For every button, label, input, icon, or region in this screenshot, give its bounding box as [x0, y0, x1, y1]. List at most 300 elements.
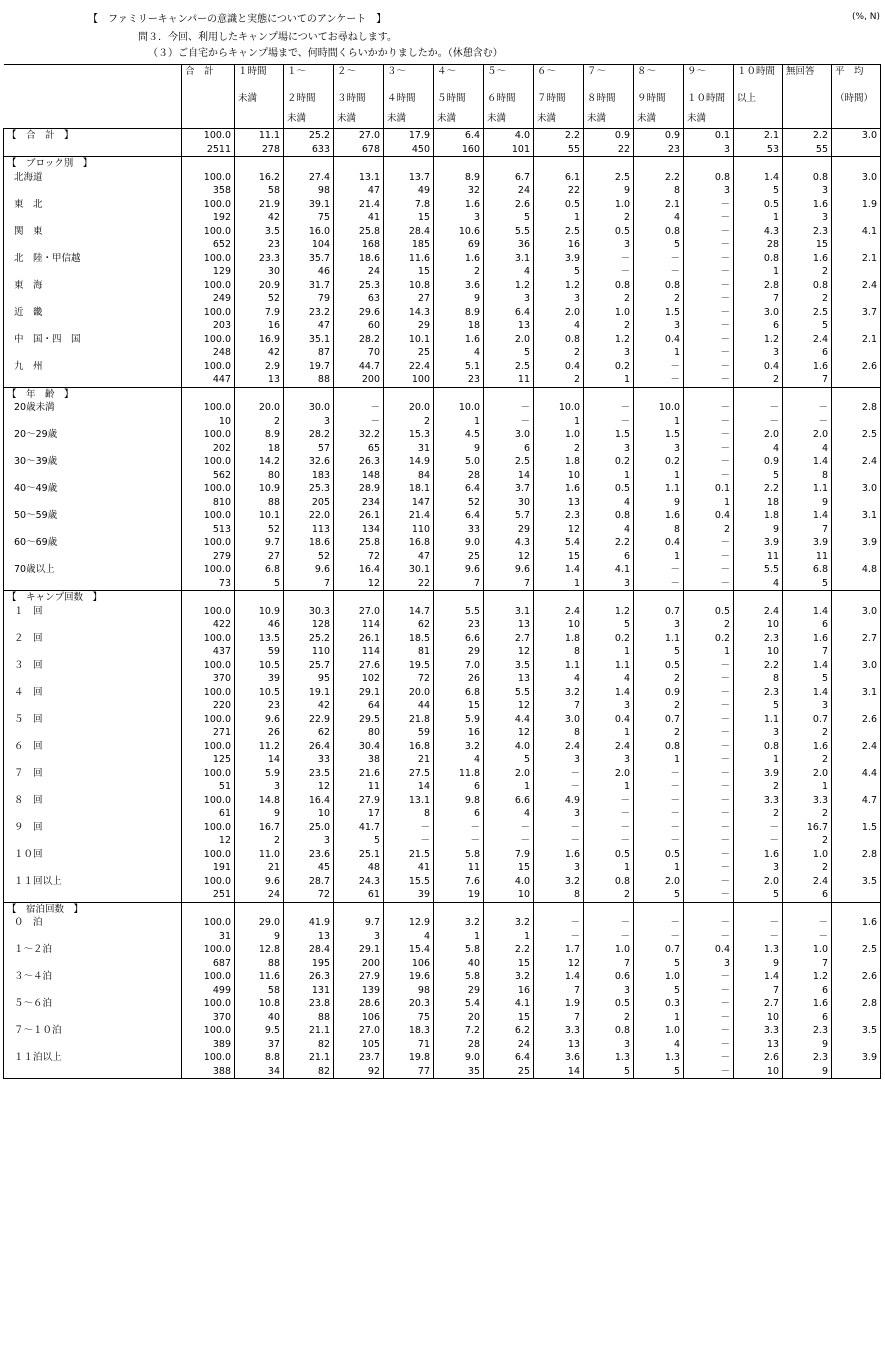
n-cell: － [584, 807, 634, 821]
column-header [235, 109, 284, 129]
pct-cell: 29.0 [235, 916, 284, 930]
pct-cell: 2.7 [734, 997, 783, 1011]
empty-cell [384, 387, 434, 401]
row-label: ４ 回 [4, 686, 182, 700]
pct-cell: 2.4 [584, 740, 634, 754]
n-cell: － [783, 415, 832, 429]
n-cell: 48 [334, 861, 384, 875]
pct-cell: 100.0 [182, 970, 235, 984]
n-cell: 4 [534, 672, 584, 686]
pct-cell: 25.3 [284, 482, 334, 496]
n-cell: 2 [783, 753, 832, 767]
table-row [4, 659, 881, 673]
n-cell: 31 [182, 930, 235, 944]
pct-cell: 3.7 [832, 306, 881, 320]
pct-cell: 15.5 [384, 875, 434, 889]
n-cell: 11 [434, 861, 484, 875]
n-cell: 2 [384, 415, 434, 429]
pct-cell: 6.4 [434, 129, 484, 143]
row-label-empty [4, 957, 182, 971]
column-header: 未満 [384, 109, 434, 129]
pct-cell: 26.3 [284, 970, 334, 984]
pct-cell: 9.0 [434, 536, 484, 550]
n-cell: 6 [783, 346, 832, 360]
n-cell: 185 [384, 238, 434, 252]
pct-cell: 27.5 [384, 767, 434, 781]
row-label-empty [4, 143, 182, 157]
n-cell: 125 [182, 753, 235, 767]
column-header [182, 109, 235, 129]
section-row [4, 902, 881, 916]
n-cell: 1 [434, 930, 484, 944]
pct-cell: 13.1 [384, 794, 434, 808]
pct-cell: 2.4 [832, 455, 881, 469]
row-label-empty [4, 496, 182, 510]
n-cell [832, 550, 881, 564]
n-cell: 687 [182, 957, 235, 971]
table-row [4, 957, 881, 971]
pct-cell: 3.9 [832, 536, 881, 550]
pct-cell: 3.0 [832, 659, 881, 673]
n-cell: 18 [434, 319, 484, 333]
column-header [832, 109, 881, 129]
pct-cell: 7.6 [434, 875, 484, 889]
empty-cell [734, 902, 783, 916]
n-cell: 2 [783, 265, 832, 279]
pct-cell: 3.5 [484, 659, 534, 673]
table-row [4, 129, 881, 143]
n-cell: 3 [634, 618, 684, 632]
n-cell [832, 469, 881, 483]
pct-cell: － [634, 916, 684, 930]
n-cell: － [684, 469, 734, 483]
pct-cell: － [684, 1051, 734, 1065]
n-cell: 1 [734, 265, 783, 279]
n-cell: 11 [334, 780, 384, 794]
pct-cell: 23.5 [284, 767, 334, 781]
table-row [4, 875, 881, 889]
n-cell: 6 [783, 618, 832, 632]
pct-cell: 27.6 [334, 659, 384, 673]
n-cell: 8 [634, 184, 684, 198]
n-cell: 22 [584, 143, 634, 157]
n-cell: － [734, 930, 783, 944]
column-header: 未満 [584, 109, 634, 129]
n-cell: － [684, 211, 734, 225]
n-cell: 11 [484, 373, 534, 387]
n-cell: － [384, 834, 434, 848]
n-cell: 2 [684, 523, 734, 537]
row-label-empty [4, 807, 182, 821]
pct-cell: 3.9 [734, 767, 783, 781]
n-cell: 9 [734, 523, 783, 537]
pct-cell: 4.3 [484, 536, 534, 550]
n-cell: 52 [284, 550, 334, 564]
pct-cell: 4.7 [832, 794, 881, 808]
n-cell: 27 [384, 292, 434, 306]
empty-cell [584, 902, 634, 916]
pct-cell: 4.0 [484, 129, 534, 143]
pct-cell: 2.4 [783, 875, 832, 889]
n-cell: 1 [584, 780, 634, 794]
pct-cell: 16.2 [235, 171, 284, 185]
row-label: １１回以上 [4, 875, 182, 889]
empty-cell [235, 902, 284, 916]
pct-cell: － [684, 198, 734, 212]
pct-cell: 2.5 [832, 943, 881, 957]
n-cell: 3 [534, 753, 584, 767]
n-cell: 16 [534, 238, 584, 252]
column-header: ６時間 [484, 87, 534, 109]
pct-cell: － [783, 401, 832, 415]
pct-cell: 2.3 [783, 1024, 832, 1038]
pct-cell: 28.2 [334, 333, 384, 347]
pct-cell: 2.2 [584, 536, 634, 550]
table-row [4, 360, 881, 374]
column-header: ２～ [334, 65, 384, 88]
n-cell: － [534, 834, 584, 848]
n-cell: 12 [484, 699, 534, 713]
row-label: 北 陸・甲信越 [4, 252, 182, 266]
pct-cell: 12.9 [384, 916, 434, 930]
n-cell [832, 753, 881, 767]
n-cell: 513 [182, 523, 235, 537]
n-cell: 3 [634, 442, 684, 456]
pct-cell: 30.4 [334, 740, 384, 754]
n-cell: 3 [684, 957, 734, 971]
n-cell: － [634, 834, 684, 848]
pct-cell: 0.5 [534, 198, 584, 212]
n-cell: 9 [783, 496, 832, 510]
n-cell: 14 [235, 753, 284, 767]
pct-cell: 6.8 [235, 563, 284, 577]
n-cell: 358 [182, 184, 235, 198]
n-cell: 29 [434, 984, 484, 998]
pct-cell: 15.3 [384, 428, 434, 442]
pct-cell: 2.0 [734, 428, 783, 442]
pct-cell: 1.4 [783, 455, 832, 469]
n-cell: 15 [484, 1011, 534, 1025]
pct-cell: 27.0 [334, 1024, 384, 1038]
row-label: ７ 回 [4, 767, 182, 781]
pct-cell: 1.8 [534, 632, 584, 646]
pct-cell: 100.0 [182, 1051, 235, 1065]
pct-cell: 10.1 [235, 509, 284, 523]
section-title: 【 合 計 】 [4, 129, 182, 143]
n-cell: 70 [334, 346, 384, 360]
pct-cell: － [684, 428, 734, 442]
pct-cell: 16.8 [384, 740, 434, 754]
pct-cell: 1.4 [734, 970, 783, 984]
n-cell: 191 [182, 861, 235, 875]
n-cell: 28 [434, 469, 484, 483]
table-row [4, 198, 881, 212]
pct-cell: 1.0 [584, 198, 634, 212]
n-cell: 3 [734, 346, 783, 360]
n-cell: 34 [235, 1065, 284, 1079]
pct-cell: 35.1 [284, 333, 334, 347]
empty-cell [832, 902, 881, 916]
pct-cell: 25.3 [334, 279, 384, 293]
pct-cell: 3.2 [484, 970, 534, 984]
n-cell: 5 [235, 577, 284, 591]
n-cell: － [684, 415, 734, 429]
header-row [4, 109, 881, 129]
pct-cell: － [684, 875, 734, 889]
n-cell: 3 [584, 238, 634, 252]
pct-cell: － [634, 252, 684, 266]
n-cell: 1 [634, 469, 684, 483]
pct-cell: 0.5 [634, 848, 684, 862]
pct-cell: 23.3 [235, 252, 284, 266]
table-row [4, 346, 881, 360]
empty-cell [334, 387, 384, 401]
n-cell: 59 [235, 645, 284, 659]
empty-cell [684, 157, 734, 171]
n-cell [832, 780, 881, 794]
pct-cell: 2.0 [484, 333, 534, 347]
n-cell: 2 [734, 807, 783, 821]
empty-cell [783, 157, 832, 171]
pct-cell: 100.0 [182, 997, 235, 1011]
n-cell: 3 [584, 699, 634, 713]
n-cell: 271 [182, 726, 235, 740]
n-cell: 3 [734, 861, 783, 875]
n-cell [832, 645, 881, 659]
n-cell: 23 [434, 373, 484, 387]
n-cell: 15 [384, 211, 434, 225]
n-cell [832, 1065, 881, 1079]
pct-cell: 1.1 [584, 659, 634, 673]
pct-cell: 1.6 [534, 482, 584, 496]
row-label-empty [4, 930, 182, 944]
column-header: ４時間 [384, 87, 434, 109]
pct-cell: － [584, 401, 634, 415]
pct-cell: 2.0 [783, 767, 832, 781]
n-cell: 10 [534, 469, 584, 483]
pct-cell: 2.9 [235, 360, 284, 374]
empty-cell [783, 387, 832, 401]
n-cell: 7 [734, 292, 783, 306]
n-cell [832, 957, 881, 971]
empty-cell [284, 387, 334, 401]
row-label: 近 畿 [4, 306, 182, 320]
pct-cell: 0.5 [734, 198, 783, 212]
pct-cell: 30.3 [284, 605, 334, 619]
empty-cell [284, 157, 334, 171]
n-cell: 7 [284, 577, 334, 591]
n-cell: 58 [235, 184, 284, 198]
n-cell: 388 [182, 1065, 235, 1079]
n-cell: 10 [182, 415, 235, 429]
n-cell: 52 [235, 292, 284, 306]
n-cell: 59 [384, 726, 434, 740]
pct-cell: 100.0 [182, 767, 235, 781]
pct-cell: 0.8 [783, 279, 832, 293]
empty-cell [384, 591, 434, 605]
pct-cell: － [534, 916, 584, 930]
table-row [4, 401, 881, 415]
pct-cell: 16.7 [235, 821, 284, 835]
pct-cell: － [734, 401, 783, 415]
pct-cell: 100.0 [182, 605, 235, 619]
n-cell: 4 [634, 1038, 684, 1052]
pct-cell: 19.6 [384, 970, 434, 984]
pct-cell: 28.4 [384, 225, 434, 239]
n-cell: 9 [734, 957, 783, 971]
row-label: 50～59歳 [4, 509, 182, 523]
n-cell: 69 [434, 238, 484, 252]
n-cell: 3 [534, 292, 584, 306]
n-cell: 13 [484, 672, 534, 686]
table-row [4, 469, 881, 483]
pct-cell: 0.9 [634, 686, 684, 700]
pct-cell: 1.6 [534, 848, 584, 862]
n-cell: 1 [684, 496, 734, 510]
pct-cell: 5.5 [734, 563, 783, 577]
n-cell: 4 [434, 346, 484, 360]
pct-cell: 9.8 [434, 794, 484, 808]
section-title: 【 年 齢 】 [4, 387, 182, 401]
n-cell: 2 [783, 292, 832, 306]
pct-cell: 1.4 [584, 686, 634, 700]
n-cell: 113 [284, 523, 334, 537]
pct-cell: 100.0 [182, 198, 235, 212]
row-label-empty [4, 834, 182, 848]
n-cell: 104 [284, 238, 334, 252]
n-cell: 200 [334, 373, 384, 387]
row-label-empty [4, 618, 182, 632]
pct-cell: 9.6 [284, 563, 334, 577]
section-row [4, 591, 881, 605]
pct-cell: 0.8 [584, 875, 634, 889]
pct-cell: 1.6 [783, 252, 832, 266]
pct-cell: 39.1 [284, 198, 334, 212]
column-header: １時間 [235, 65, 284, 88]
column-header: ８～ [634, 65, 684, 88]
n-cell: 6 [783, 984, 832, 998]
n-cell: 7 [783, 645, 832, 659]
pct-cell: 2.4 [734, 605, 783, 619]
n-cell: 4 [534, 319, 584, 333]
pct-cell: 1.6 [783, 360, 832, 374]
n-cell: 5 [734, 888, 783, 902]
n-cell: 52 [235, 523, 284, 537]
empty-cell [284, 591, 334, 605]
pct-cell: 0.1 [684, 129, 734, 143]
n-cell: 24 [484, 184, 534, 198]
pct-cell: 5.5 [434, 605, 484, 619]
pct-cell: 2.5 [783, 306, 832, 320]
pct-cell: 6.2 [484, 1024, 534, 1038]
n-cell: 29 [434, 645, 484, 659]
n-cell: 4 [734, 577, 783, 591]
n-cell: 62 [284, 726, 334, 740]
pct-cell: － [684, 740, 734, 754]
row-label-empty [4, 577, 182, 591]
n-cell: 7 [534, 1011, 584, 1025]
pct-cell: 18.5 [384, 632, 434, 646]
row-label-empty [4, 726, 182, 740]
table-row [4, 984, 881, 998]
n-cell: － [684, 726, 734, 740]
n-cell: 28 [434, 1038, 484, 1052]
n-cell [832, 143, 881, 157]
pct-cell: 0.5 [584, 482, 634, 496]
pct-cell: 18.6 [334, 252, 384, 266]
n-cell: 7 [734, 984, 783, 998]
n-cell: 249 [182, 292, 235, 306]
n-cell: 37 [235, 1038, 284, 1052]
n-cell: 2 [584, 888, 634, 902]
column-header: ２時間 [284, 87, 334, 109]
n-cell: 72 [334, 550, 384, 564]
pct-cell: 0.7 [783, 713, 832, 727]
row-label-empty [4, 346, 182, 360]
pct-cell: 3.1 [832, 686, 881, 700]
n-cell: 46 [235, 618, 284, 632]
pct-cell: 3.0 [484, 428, 534, 442]
pct-cell: 23.8 [284, 997, 334, 1011]
row-label: １０回 [4, 848, 182, 862]
pct-cell: 14.7 [384, 605, 434, 619]
pct-cell: 20.9 [235, 279, 284, 293]
n-cell: － [684, 1065, 734, 1079]
row-label-empty [4, 442, 182, 456]
n-cell: 160 [434, 143, 484, 157]
pct-cell: 11.6 [384, 252, 434, 266]
n-cell: 10 [734, 645, 783, 659]
pct-cell: － [684, 455, 734, 469]
pct-cell: － [684, 536, 734, 550]
n-cell: 4 [434, 753, 484, 767]
n-cell: － [684, 807, 734, 821]
n-cell [832, 238, 881, 252]
pct-cell: 3.0 [734, 306, 783, 320]
pct-cell: 27.0 [334, 129, 384, 143]
n-cell: － [634, 780, 684, 794]
pct-cell: 0.2 [634, 455, 684, 469]
n-cell: 3 [783, 184, 832, 198]
n-cell: 41 [384, 861, 434, 875]
pct-cell: 1.4 [534, 970, 584, 984]
n-cell: 5 [334, 834, 384, 848]
header-row [4, 87, 881, 109]
n-cell: 1 [634, 1011, 684, 1025]
pct-cell: 19.5 [384, 659, 434, 673]
table-row [4, 265, 881, 279]
row-label: ９ 回 [4, 821, 182, 835]
column-header: １０時間 [684, 87, 734, 109]
n-cell: 2 [534, 373, 584, 387]
empty-cell [484, 387, 534, 401]
pct-cell: 25.2 [284, 632, 334, 646]
n-cell [832, 618, 881, 632]
pct-cell: 13.7 [384, 171, 434, 185]
n-cell [832, 373, 881, 387]
n-cell: 8 [384, 807, 434, 821]
n-cell: 5 [634, 1065, 684, 1079]
pct-cell: 1.3 [634, 1051, 684, 1065]
n-cell: 2 [534, 346, 584, 360]
column-header: ５時間 [434, 87, 484, 109]
n-cell: 60 [334, 319, 384, 333]
n-cell: 2 [584, 1011, 634, 1025]
pct-cell: 1.2 [783, 970, 832, 984]
n-cell: 13 [484, 319, 534, 333]
n-cell [832, 984, 881, 998]
n-cell: 65 [334, 442, 384, 456]
